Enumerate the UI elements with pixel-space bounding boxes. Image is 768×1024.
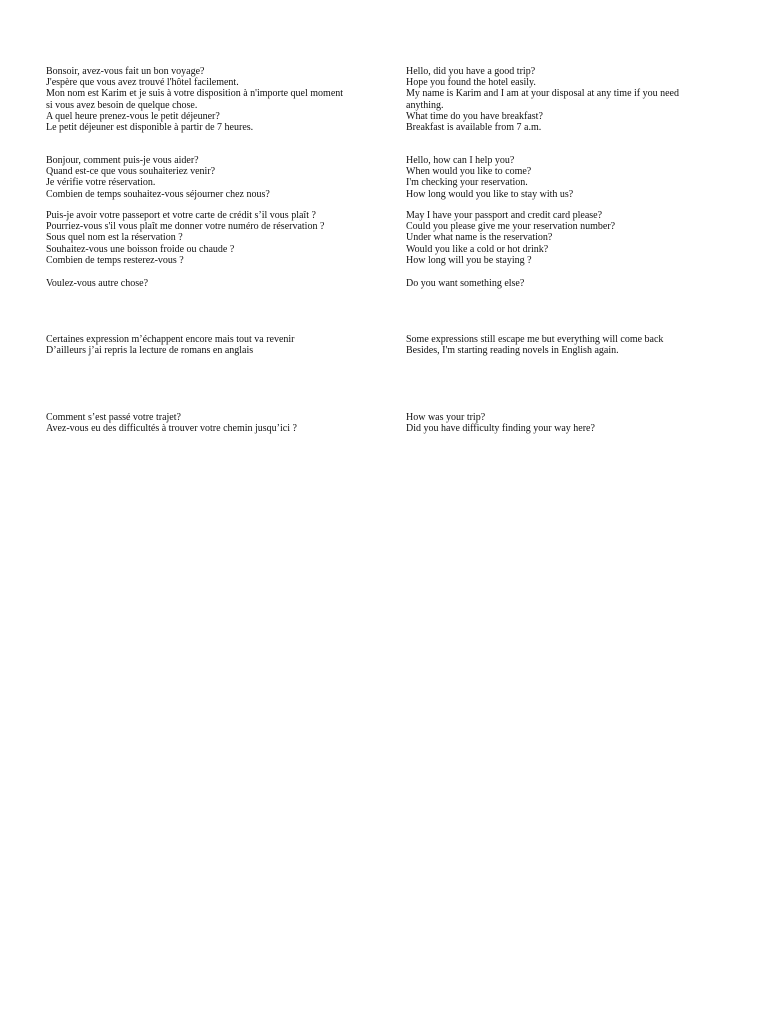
french-line: Puis-je avoir votre passeport et votre carte de crédit s’il vous plaît ? (46, 210, 316, 221)
english-line: Besides, I'm starting reading novels in English again. (406, 345, 619, 357)
french-line: Sous quel nom est la réservation ? (46, 232, 183, 244)
english-line: Hello, how can I help you? (406, 155, 515, 166)
english-line: Breakfast is available from 7 a.m. (406, 121, 542, 133)
english-line: Hope you found the hotel easily. (406, 77, 536, 89)
english-paragraph-5 (406, 334, 706, 356)
english-line: How long would you like to stay with us? (406, 188, 574, 200)
english-paragraph-1 (406, 66, 706, 133)
french-line: A quel heure prenez-vous le petit déjeuner? (46, 110, 220, 122)
french-line: Avez-vous eu des difficultés à trouver votre chemin jusqu’ici ? (46, 423, 297, 435)
english-line: When would you like to come? (406, 166, 532, 178)
english-paragraph-4 (406, 278, 706, 289)
english-line: Do you want something else? (406, 278, 525, 289)
french-paragraph-6 (46, 412, 376, 434)
english-line: How was your trip? (406, 412, 486, 423)
english-line: Did you have difficulty finding your way here? (406, 423, 595, 435)
french-line: J'espère que vous avez trouvé l'hôtel facilement. (46, 77, 239, 89)
french-line: Bonsoir, avez-vous fait un bon voyage? (46, 66, 205, 77)
english-line: Hello, did you have a good trip? (406, 66, 536, 77)
english-line: Some expressions still escape me but everything will come back (406, 334, 664, 345)
french-line: Pourriez-vous s'il vous plaît me donner votre numéro de réservation ? (46, 221, 325, 233)
french-line: Voulez-vous autre chose? (46, 278, 149, 289)
french-line: Quand est-ce que vous souhaiteriez venir? (46, 166, 216, 178)
french-line: Combien de temps resterez-vous ? (46, 254, 184, 266)
english-line: Could you please give me your reservation number? (406, 221, 616, 233)
english-line: Would you like a cold or hot drink? (406, 243, 549, 255)
french-line: Bonjour, comment puis-je vous aider? (46, 155, 199, 166)
english-line: What time do you have breakfast? (406, 110, 543, 122)
french-line: Je vérifie votre réservation. (46, 177, 156, 189)
english-paragraph-3 (406, 210, 706, 266)
english-line: How long will you be staying ? (406, 254, 532, 266)
english-line: Under what name is the reservation? (406, 232, 553, 244)
french-paragraph-2 (46, 155, 376, 200)
english-line: I'm checking your reservation. (406, 177, 528, 189)
french-line: Comment s’est passé votre trajet? (46, 412, 181, 423)
french-line: Combien de temps souhaitez-vous séjourner chez nous? (46, 188, 270, 200)
english-line: May I have your passport and credit card please? (406, 210, 603, 221)
french-paragraph-3 (46, 210, 376, 266)
french-paragraph-5 (46, 334, 376, 356)
english-line: My name is Karim and I am at your disposal at any time if you need anything. (406, 88, 679, 111)
french-paragraph-1 (46, 66, 376, 133)
french-line: si vous avez besoin de quelque chose. (46, 99, 198, 111)
french-line: D’ailleurs j’ai repris la lecture de romans en anglais (46, 345, 254, 357)
english-paragraph-2 (406, 155, 706, 200)
french-line: Certaines expression m’échappent encore mais tout va revenir (46, 334, 295, 345)
french-line: Le petit déjeuner est disponible à partir de 7 heures. (46, 121, 254, 133)
english-paragraph-6 (406, 412, 706, 434)
french-line: Souhaitez-vous une boisson froide ou chaude ? (46, 243, 235, 255)
french-paragraph-4 (46, 278, 376, 289)
french-line: Mon nom est Karim et je suis à votre disposition à n'importe quel moment (46, 88, 344, 100)
